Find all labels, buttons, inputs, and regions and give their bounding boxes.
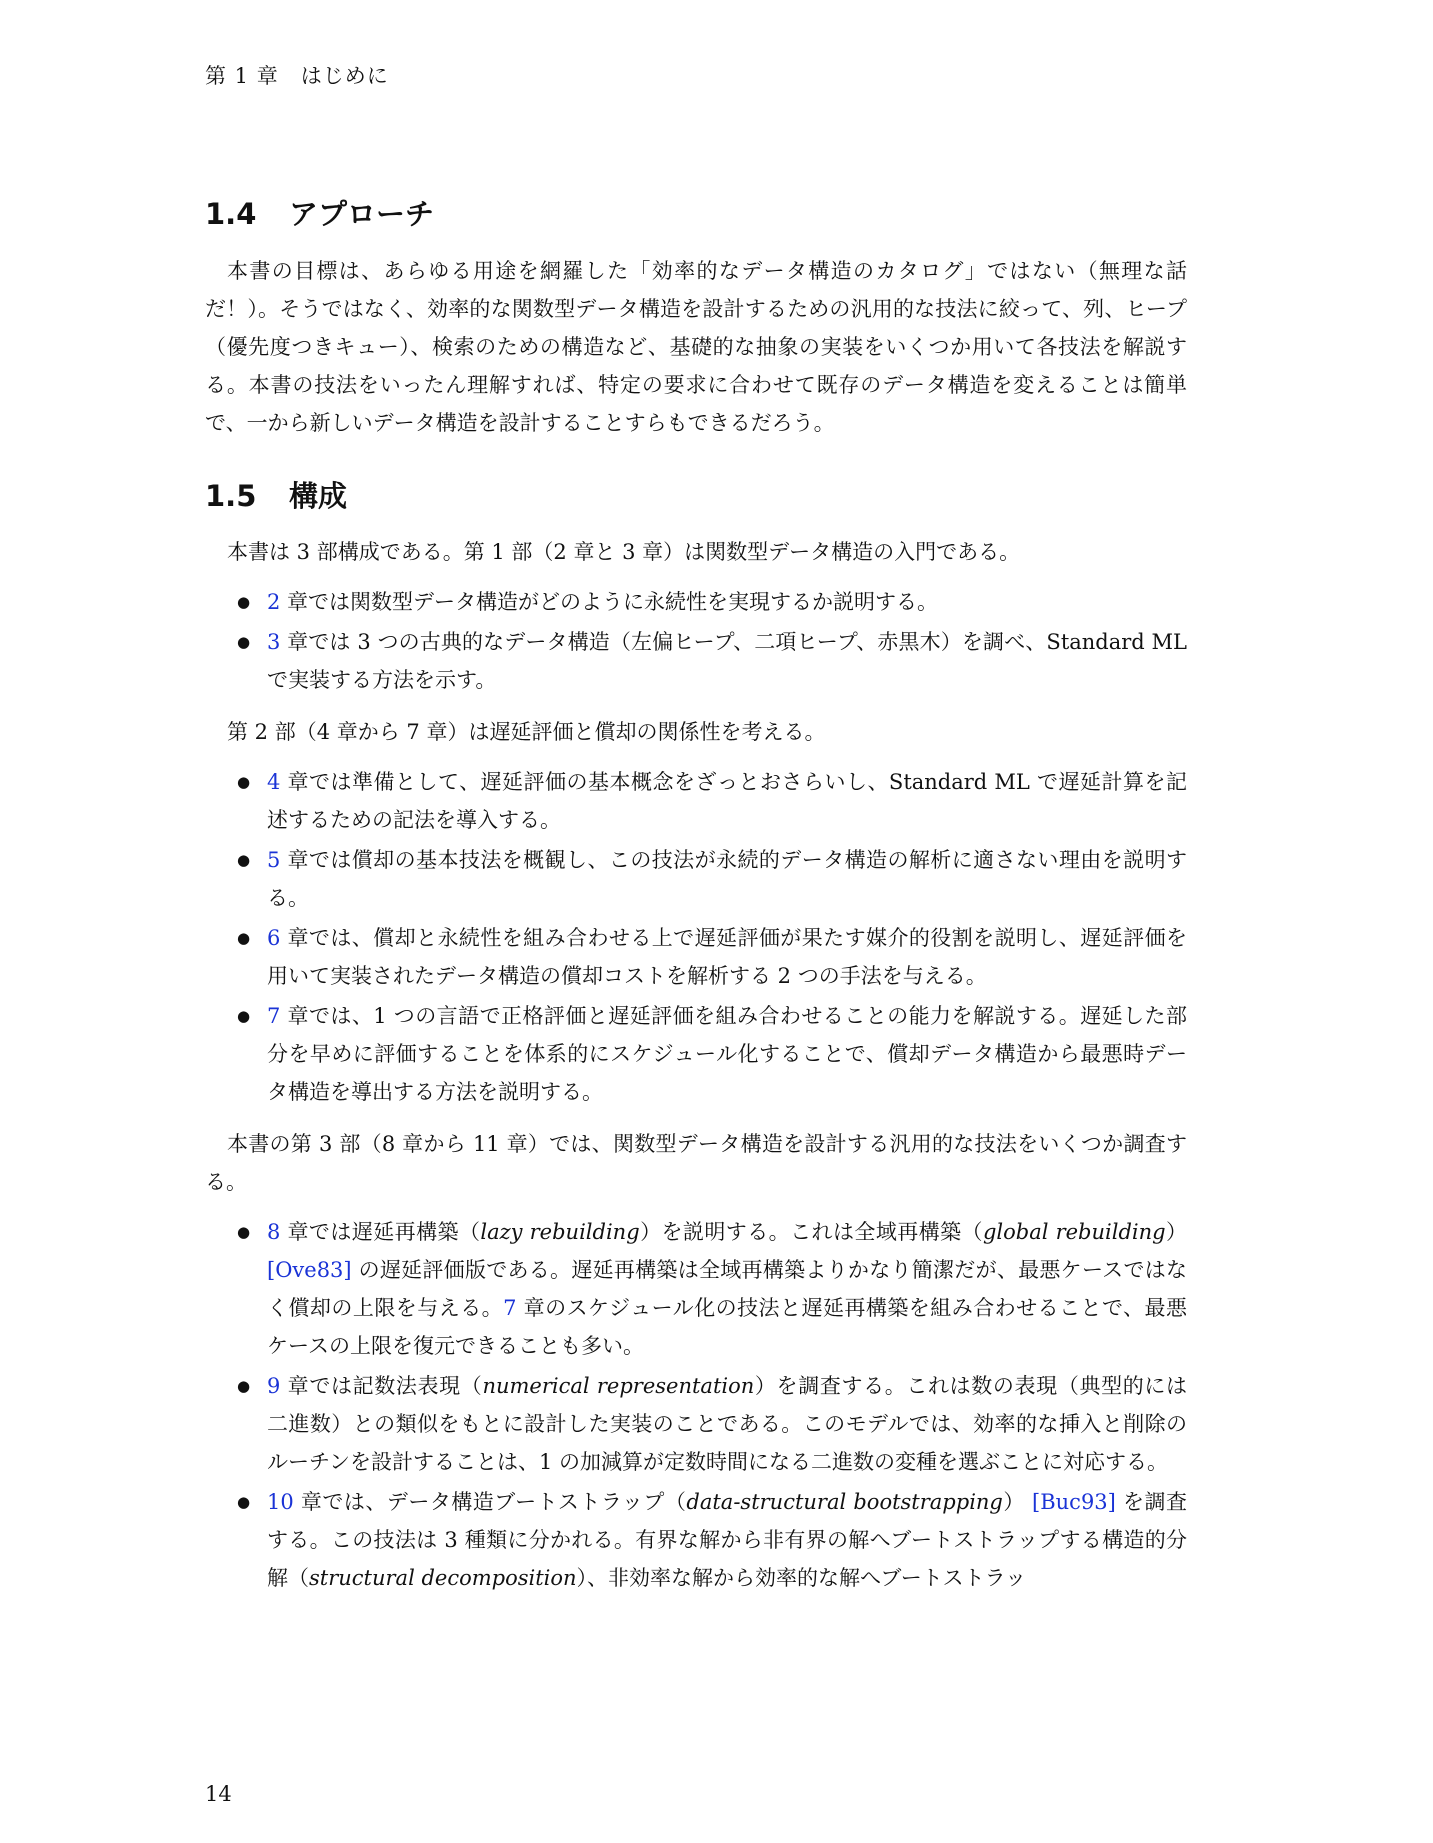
text-run: （ [458,1220,481,1245]
list-item-text: 章では、償却と永続性を組み合わせる上で遅延評価が果たす媒介的役割を説明し、遅延評価を用いて実装されたデータ構造の償却コストを解析する 2 つの手法を与える。 [267,926,1187,989]
part2-chapter-list [205,763,1187,1111]
list-item-text: 章では準備として、遅延評価の基本概念をざっとおさらいし、Standard ML で遅延計算を記述するための記法を導入する。 [267,770,1187,833]
text-run: （ [288,1566,309,1591]
chapter-link[interactable]: 8 [267,1220,281,1245]
part1-intro-paragraph: 本書は 3 部構成である。第 1 部（2 章と 3 章）は関数型データ構造の入門である。 [227,540,1021,565]
page-number: 14 [205,1782,232,1806]
list-item [237,919,1187,995]
bullet-icon: ● [237,633,251,652]
section-title: アプローチ [289,197,435,231]
list-item-text: 章では 3 つの古典的なデータ構造（左偏ヒープ、二項ヒープ、赤黒木）を調べ、Standard ML で実装する方法を示す。 [267,630,1187,693]
text-run: ） [1165,1220,1188,1245]
part3-intro-paragraph: 本書の第 3 部（8 章から 11 章）では、関数型データ構造を設計する汎用的な技法をいくつか調査する。 [205,1132,1187,1195]
chapter-link[interactable]: 7 [267,1004,281,1029]
section-number: 1.5 [205,478,257,513]
chapter-link[interactable]: 6 [267,926,281,951]
bullet-icon: ● [237,929,251,948]
term-lazy-rebuilding: 遅延再構築 [351,1220,459,1245]
chapter-link[interactable]: 2 [267,590,281,615]
text-run: 章では、 [293,1490,387,1515]
list-item [237,583,1187,621]
text-run: （ [460,1374,483,1399]
bullet-icon: ● [237,1007,251,1026]
part2-intro-paragraph: 第 2 部（4 章から 7 章）は遅延評価と償却の関係性を考える。 [227,720,826,745]
text-run: 章では [280,1220,352,1245]
text-run: 章では [280,1374,353,1399]
english-term: lazy rebuilding [480,1220,640,1245]
text-run: の遅延評価版である。遅延再構築は全域再構築よりかなり簡潔だが、最悪ケースではなく償却の上限を与える。 [267,1258,1187,1321]
approach-paragraph: 本書の目標は、あらゆる用途を網羅した「効率的なデータ構造のカタログ」ではない（無理な話だ！）。そうではなく、効率的な関数型データ構造を設計するための汎用的な技法に絞って、列、ヒープ（優先度つきキュー）、検索のための構造など、基礎的な抽象の実装をいくつか用いて各技法を解説する。本書の技法をいったん理解すれば、特定の要求に合わせて既存のデータ構造を変えることは簡単で、一から新しいデータ構造を設計することすらもできるだろう。 [205,258,1187,435]
english-term: structural decomposition [309,1566,577,1591]
list-item-text: 章では、1 つの言語で正格評価と遅延評価を組み合わせることの能力を解説する。遅延した部分を早めに評価することを体系的にスケジュール化することで、償却データ構造から最悪時データ構造を導出する方法を説明する。 [267,1004,1187,1105]
list-item-text: 章では償却の基本技法を概観し、この技法が永続的データ構造の解析に適さない理由を説明する。 [267,848,1187,911]
list-item [237,1213,1188,1365]
text-run: 章のスケジュール化の技法と遅延再構築を組み合わせることで、最悪ケースの上限を復元できることも多い。 [267,1296,1187,1359]
list-item [237,997,1187,1111]
list-item [237,1367,1188,1481]
bullet-icon: ● [237,1377,251,1396]
text-run: ）、非効率な解から効率的な解へブートストラッ [576,1566,1027,1591]
section-heading-1-5 [205,478,1187,516]
bullet-icon: ● [237,1223,251,1242]
part1-chapter-list [205,583,1187,699]
list-item [237,841,1187,917]
running-head: 第 1 章 はじめに [205,64,389,88]
citation-link[interactable]: [Ove83] [267,1258,352,1283]
part3-chapter-list [205,1213,1187,1597]
section-title: 構成 [289,478,348,513]
text-run: （ [961,1220,983,1245]
term-global-rebuilding: 全域再構築 [854,1220,962,1245]
term-structural-decomposition: 構造的分解 [267,1528,1187,1591]
list-item [237,1483,1187,1597]
text-run: ）を調査する。これは数の表現（典型的には二進数）との類似をもとに設計した実装のことである。このモデルでは、効率的な挿入と削除のルーチンを設計することは、1 の加減算が定数時間になる二進数の変種を選ぶことに対応する。 [267,1374,1188,1475]
chapter-link[interactable]: 9 [267,1374,281,1399]
english-term: numerical representation [482,1374,755,1399]
text-run: ）を説明する。これは [639,1220,855,1245]
english-term: data-structural bootstrapping [686,1490,1003,1515]
chapter-link[interactable]: 3 [267,630,281,655]
bullet-icon: ● [237,1493,251,1512]
text-run: ） [1002,1490,1033,1515]
term-numerical-representation: 記数法表現 [352,1374,461,1399]
section-number: 1.4 [205,197,257,231]
section-heading-1-4 [205,196,1187,234]
english-term: global rebuilding [982,1220,1166,1245]
chapter-link[interactable]: 4 [267,770,281,795]
chapter-link[interactable]: 5 [267,848,281,873]
list-item [237,763,1187,839]
list-item [237,623,1187,699]
text-run: を調査する。この技法は 3 種類に分かれる。有界な解から非有界の解へブートストラップする [267,1490,1187,1553]
chapter-link[interactable]: 10 [267,1490,294,1515]
term-data-structural-bootstrapping: データ構造ブートストラップ [386,1490,665,1515]
bullet-icon: ● [237,851,251,870]
main-content [205,196,1187,1611]
list-item-text: 章では関数型データ構造がどのように永続性を実現するか説明する。 [280,590,939,615]
citation-link[interactable]: [Buc93] [1032,1490,1116,1515]
text-run: （ [664,1490,687,1515]
bullet-icon: ● [237,773,251,792]
chapter-link[interactable]: 7 [503,1296,517,1321]
bullet-icon: ● [237,593,251,612]
